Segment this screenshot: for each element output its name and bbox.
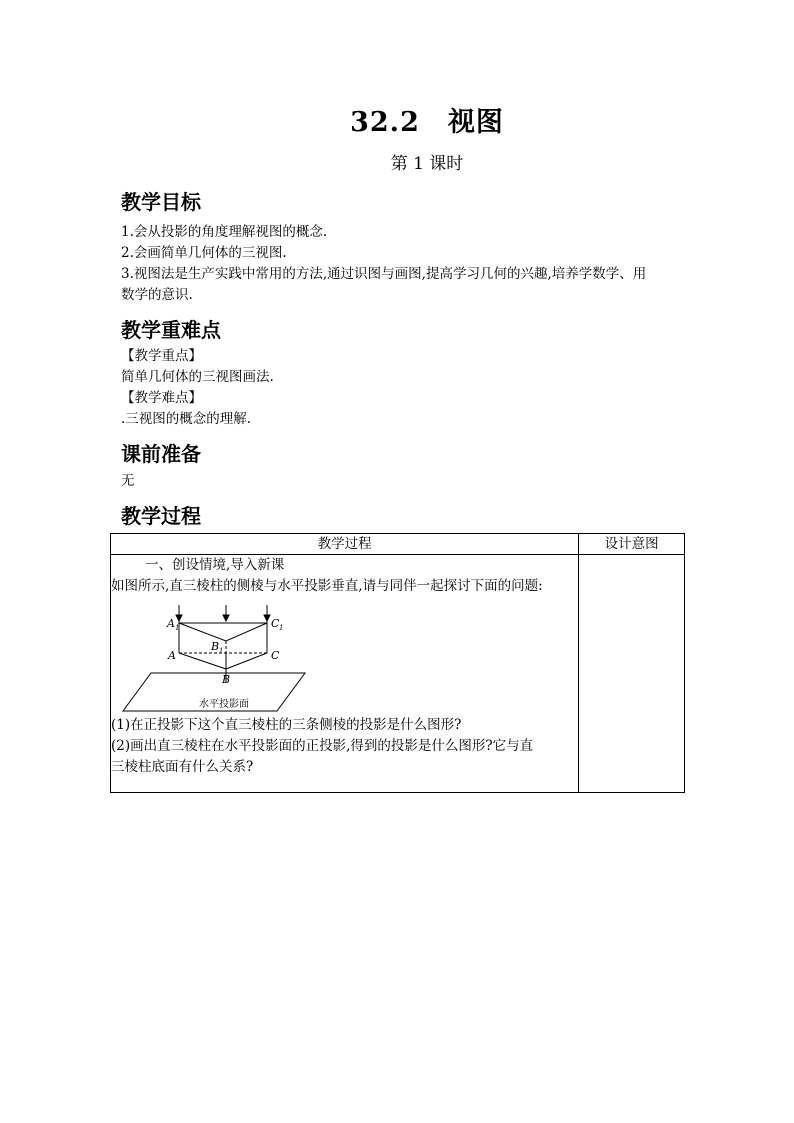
step-title: 一、创设情境,导入新课 <box>145 557 285 573</box>
intro-text: 如图所示,直三棱柱的侧棱与水平投影垂直,请与同伴一起探讨下面的问题: <box>111 578 543 594</box>
label-a1: A <box>167 617 175 630</box>
label-b: B <box>222 673 231 686</box>
objective-item-3: 3.视图法是生产实践中常用的方法,通过识图与画图,提高学习几何的兴趣,培养学数学、用 <box>121 266 647 282</box>
label-c: C <box>271 649 280 662</box>
col-header-process: 教学过程 <box>111 534 579 555</box>
page-subtitle: 第 1 课时 <box>390 154 464 174</box>
question-2-line-1: (2)画出直三棱柱在水平投影面的正投影,得到的投影是什么图形?它与直 <box>111 738 534 754</box>
process-table <box>110 533 685 793</box>
label-c1: C <box>271 617 280 630</box>
difficulty-label: 【教学难点】 <box>121 390 202 406</box>
process-heading: 教学过程 <box>121 504 201 528</box>
process-cell <box>111 555 579 793</box>
label-b1: B <box>211 640 220 653</box>
plane-label: 水平投影面 <box>199 699 249 710</box>
objectives-heading: 教学目标 <box>121 190 201 214</box>
prism-projection-figure <box>115 603 315 713</box>
table-header-row <box>111 534 685 555</box>
difficulty-text: .三视图的概念的理解. <box>121 411 252 427</box>
keypoints-heading: 教学重难点 <box>121 318 221 342</box>
table-row <box>111 555 685 793</box>
objective-item-2: 2.会画简单几何体的三视图. <box>121 245 287 261</box>
question-2-line-2: 三棱柱底面有什么关系? <box>111 759 254 775</box>
question-1: (1)在正投影下这个直三棱柱的三条侧棱的投影是什么图形? <box>111 717 462 733</box>
col-header-intent: 设计意图 <box>579 534 685 555</box>
objective-item-3-cont: 数学的意识. <box>121 287 193 303</box>
focus-label: 【教学重点】 <box>121 348 202 364</box>
preparation-text: 无 <box>121 473 135 489</box>
label-b1-sub: 1 <box>219 647 224 655</box>
design-intent-cell <box>579 555 685 793</box>
objective-item-1: 1.会从投影的角度理解视图的概念. <box>121 224 328 240</box>
preparation-heading: 课前准备 <box>121 442 201 466</box>
label-a: A <box>168 649 176 662</box>
focus-text: 简单几何体的三视图画法. <box>121 369 274 385</box>
page-title: 32.2 视图 <box>350 107 504 138</box>
label-a1-sub: 1 <box>175 624 180 632</box>
label-c1-sub: 1 <box>279 624 284 632</box>
